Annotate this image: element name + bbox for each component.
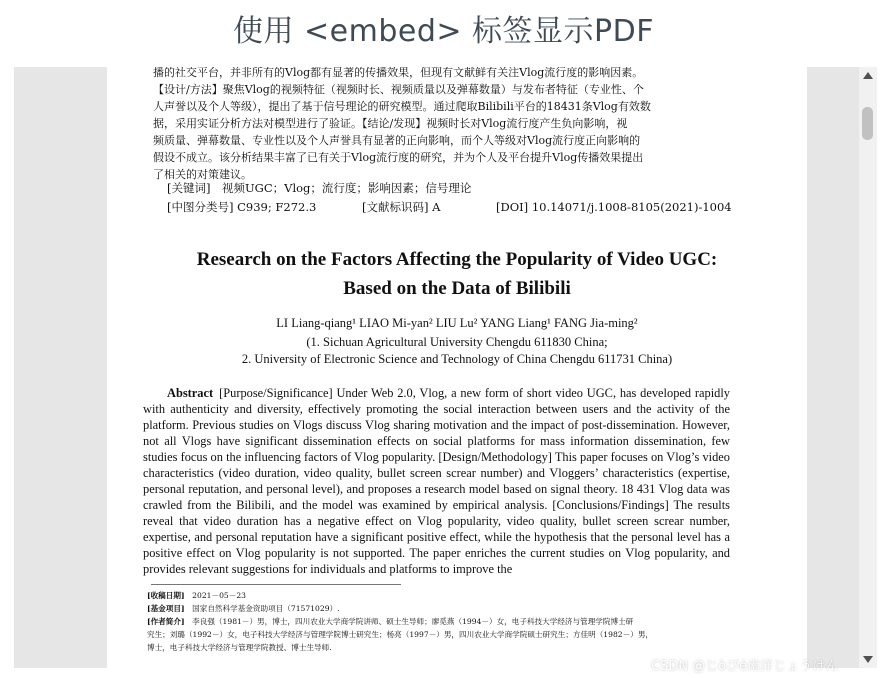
abstract-body: [Purpose/Significance] Under Web 2.0, Vlog, a new form of short video UGC, has developed rapidly with authenticity and diversity, effectively promoting the social interaction between users and the activity of the platform. Previous studies on Vlogs discuss Vlog sharing motivation and the impact of post-dissemination. However, not all Vlogs have significant dissemination effects on social platforms for mass information dissemination, few studies focus on the influencing factors of Vlog popularity. [Design/Methodology] This paper focuses on Vlog’s video characteristics (video duration, video quality, bullet screen screar number) and Vloggers’ characteristics (expertise, personal reputation, and personal level), and proposes a research model based on signal theory. 18 431 Vlog data was crawled from the Bilibili, and the model was examined by empirical analysis. [Conclusions/Findings] The results reveal that video duration has a negative effect on Vlog popularity, video quality, bullet screen screar number, expertise, and personal reputation have a significant positive effect, while the hypothesis that the personal level has a positive effect on Vlog popularity is not supported. The paper enriches the current studies on Vlog popularity, and provides relevant suggestions for individuals and platforms to improve the	[143, 386, 730, 576]
footnote-authors: [作者简介] 李良强（1981－）男，博士，四川农业大学商学院讲师、硕士生导师；廖觅燕（1994－）女，电子科技大学经济与管理学院博士研	[147, 617, 634, 626]
cn-abstract-line: 了相关的对策建议。	[153, 168, 252, 181]
english-abstract	[143, 385, 730, 577]
scroll-down-arrow-icon[interactable]	[863, 656, 873, 663]
vertical-scrollbar[interactable]	[859, 67, 877, 668]
cn-abstract-line: 假设不成立。该分析结果丰富了已有关于Vlog流行度的研究，并为个人及平台提升Vlog传播效果提出	[153, 151, 644, 164]
cn-abstract-line: 据，采用实证分析方法对模型进行了验证。【结论/发现】视频时长对Vlog流行度产生负向影响，视	[153, 117, 628, 130]
page-title: 使用 <embed> 标签显示PDF	[232, 14, 655, 49]
clc-number: [中图分类号] C939; F272.3	[167, 200, 317, 214]
pdf-embed-viewer[interactable]	[14, 67, 859, 668]
affiliation-2: 2. University of Electronic Science and Technology of China Chengdu 611731 China)	[241, 352, 673, 366]
footnote-received: [收稿日期] 2021－05－23	[147, 591, 246, 600]
scroll-thumb[interactable]	[862, 107, 873, 140]
english-title-line-1: Research on the Factors Affecting the Popularity of Video UGC:	[196, 249, 718, 270]
footnote-authors-cont: 博士，电子科技大学经济与管理学院教授、博士生导师.	[147, 643, 332, 652]
abstract-label: Abstract	[167, 386, 214, 400]
watermark: CSDN @じòぴé南洋じょうけん	[651, 659, 839, 674]
footnote-authors-cont: 究生；刘璐（1992－）女，电子科技大学经济与管理学院博士研究生；杨亮（1997－）男，四川农业大学商学院硕士研究生；方佳明（1982－）男，	[147, 630, 654, 639]
affiliation-1: (1. Sichuan Agricultural University Chengdu 611830 China;	[306, 335, 608, 349]
english-title-line-2: Based on the Data of Bilibili	[343, 278, 571, 299]
footnote-divider	[151, 584, 401, 585]
document-code: [文献标识码] A	[362, 200, 441, 214]
footnote-fund: [基金项目] 国家自然科学基金资助项目（71571029）.	[147, 604, 340, 613]
cn-abstract-line: 【设计/方法】聚焦Vlog的视频特征（视频时长、视频质量以及弹幕数量）与发布者特征（专业性、个	[153, 83, 644, 96]
author-list: LI Liang-qiang¹ LIAO Mi-yan² LIU Lu² YANG Liang¹ FANG Jia-ming²	[276, 316, 638, 330]
cn-abstract-line: 频质量、弹幕数量、专业性以及个人声誉具有显著的正向影响，而个人等级对Vlog流行度正向影响的	[153, 134, 641, 147]
cn-abstract-line: 人声誉以及个人等级），提出了基于信号理论的研究模型。通过爬取Bilibili平台的18431条Vlog有效数	[153, 100, 651, 113]
cn-abstract-line: 播的社交平台，并非所有的Vlog都有显著的传播效果，但现有文献鲜有关注Vlog流行度的影响因素。	[153, 67, 644, 79]
pdf-page	[107, 67, 807, 668]
doi: [DOI] 10.14071/j.1008-8105(2021)-1004	[496, 200, 732, 214]
keywords: [关键词] 视频UGC；Vlog；流行度；影响因素；信号理论	[167, 181, 472, 195]
scroll-up-arrow-icon[interactable]	[863, 72, 873, 79]
